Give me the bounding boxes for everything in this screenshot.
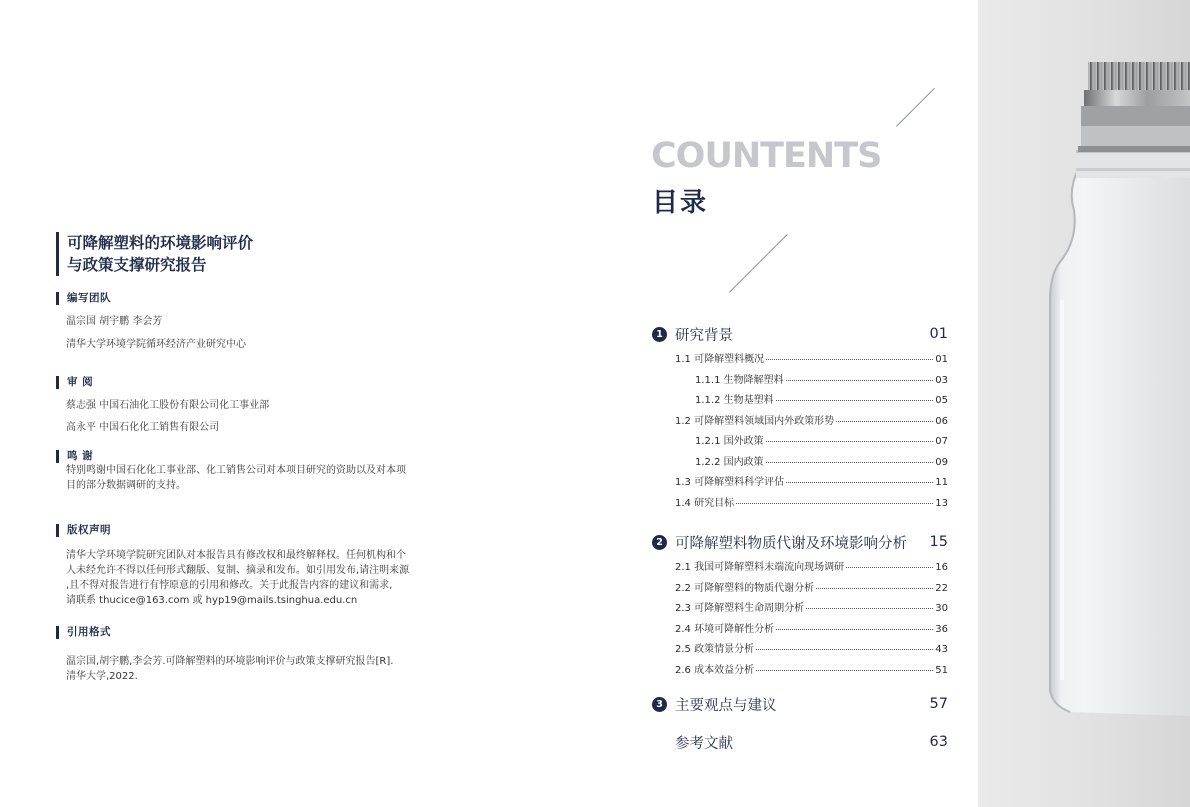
toc-chapter-3 xyxy=(652,691,948,717)
chapter-title: 参考文献 xyxy=(675,735,733,752)
section-heading: 审 阅 xyxy=(56,376,448,389)
toc-item[interactable] xyxy=(652,620,948,641)
copyright-line-1: 清华大学环境学院研究团队对本报告具有修改权和最终解释权。任何机构和个 xyxy=(66,550,406,561)
section-heading: 鸣 谢 xyxy=(56,450,448,463)
copyright-line-4: 请联系 thucice@163.com 或 hyp19@mails.tsinghua.edu.cn xyxy=(66,595,358,606)
citation-line-1: 温宗国,胡宇鹏,李会芳.可降解塑料的环境影响评价与政策支撑研究报告[R]. xyxy=(66,656,394,667)
chapter-title: 主要观点与建议 xyxy=(675,697,777,714)
toc-item-label: 2.2 可降解塑料的物质代谢分析 xyxy=(675,582,815,594)
toc-item[interactable] xyxy=(652,412,948,433)
copyright-line-2: 人未经允许不得以任何形式翻版、复制、摘录和发布。如引用发布,请注明来源 xyxy=(66,565,410,576)
leader-dots xyxy=(786,380,934,381)
chapter-page: 57 xyxy=(929,696,948,712)
leader-dots xyxy=(806,608,933,609)
section-citation xyxy=(56,626,448,684)
toc-item-label: 1.1.1 生物降解塑料 xyxy=(695,374,784,386)
toc-item-page: 06 xyxy=(935,415,948,427)
toc-item-page: 03 xyxy=(935,374,948,386)
leader-dots xyxy=(756,670,933,671)
toc-item-label: 2.3 可降解塑料生命周期分析 xyxy=(675,603,805,614)
toc-item[interactable] xyxy=(652,599,948,620)
leader-dots xyxy=(836,421,933,422)
toc-item-page: 43 xyxy=(935,644,948,655)
toc-item-page: 30 xyxy=(935,603,948,614)
leader-dots xyxy=(766,462,934,463)
chapter-page: 15 xyxy=(929,534,948,550)
chapter-title: 研究背景 xyxy=(675,327,733,344)
reviewer-2: 高永平 中国石化化工销售有限公司 xyxy=(66,422,220,433)
ack-line-1: 特别鸣谢中国石化化工事业部、化工销售公司对本项目研究的资助以及对本项 xyxy=(66,465,406,476)
toc-item-page: 09 xyxy=(935,456,948,468)
toc-references xyxy=(652,729,948,755)
toc-item[interactable] xyxy=(652,432,948,453)
toc-item-label: 1.3 可降解塑料科学评估 xyxy=(675,477,785,488)
leader-dots xyxy=(776,400,934,401)
toc-item-page: 36 xyxy=(935,623,948,635)
toc-chapter-2 xyxy=(652,529,948,681)
toc-item[interactable] xyxy=(652,350,948,371)
toc-item-page: 07 xyxy=(935,436,948,447)
toc-item[interactable] xyxy=(652,453,948,474)
toc-item-page: 11 xyxy=(935,477,948,488)
toc-chapter-row[interactable] xyxy=(652,321,948,347)
leader-dots xyxy=(766,441,934,442)
leader-dots xyxy=(776,629,933,630)
citation-line-2: 清华大学,2022. xyxy=(66,671,138,682)
toc-item-page: 05 xyxy=(935,395,948,406)
section-heading: 引用格式 xyxy=(56,626,448,639)
leader-dots xyxy=(766,359,933,360)
leader-dots xyxy=(786,482,933,483)
toc-chapter-row[interactable] xyxy=(652,729,948,755)
authors-affiliation: 清华大学环境学院循环经济产业研究中心 xyxy=(66,339,246,350)
toc-item-label: 2.6 成本效益分析 xyxy=(675,664,755,676)
ack-line-2: 目的部分数据调研的支持。 xyxy=(66,480,186,491)
section-acknowledgement xyxy=(56,450,448,493)
toc-item[interactable] xyxy=(652,558,948,579)
chapter-number-badge: 1 xyxy=(652,327,667,342)
toc-item-label: 2.5 政策情景分析 xyxy=(675,644,755,655)
chapter-title: 可降解塑料物质代谢及环境影响分析 xyxy=(675,535,907,552)
section-copyright xyxy=(56,524,448,608)
decorative-line-middle xyxy=(729,234,788,293)
toc-item[interactable] xyxy=(652,473,948,494)
toc-item-page: 22 xyxy=(935,582,948,594)
toc-item-page: 16 xyxy=(935,562,948,573)
section-authors xyxy=(56,292,448,352)
leader-dots xyxy=(846,567,933,568)
leader-dots xyxy=(736,503,933,504)
bottle-photo xyxy=(978,0,1190,807)
toc-item-label: 1.2.2 国内政策 xyxy=(695,456,764,468)
copyright-line-3: ,且不得对报告进行有悖原意的引用和修改。关于此报告内容的建议和需求, xyxy=(66,580,393,591)
chapter-page: 63 xyxy=(929,734,948,750)
chapter-number-badge: 2 xyxy=(652,535,667,550)
contents-heading-zh: 目录 xyxy=(652,188,709,218)
toc-item[interactable] xyxy=(652,640,948,661)
decorative-line-top xyxy=(896,88,935,127)
toc-item-label: 2.4 环境可降解性分析 xyxy=(675,623,775,635)
toc-item-page: 13 xyxy=(935,497,948,509)
section-review xyxy=(56,376,448,435)
leader-dots xyxy=(816,588,933,589)
toc-item-label: 1.4 研究目标 xyxy=(675,497,735,509)
toc-item-page: 51 xyxy=(935,664,948,676)
report-title xyxy=(56,232,253,276)
section-heading: 版权声明 xyxy=(56,524,448,537)
leader-dots xyxy=(756,649,933,650)
chapter-page: 01 xyxy=(929,326,948,342)
toc-item-label: 1.1.2 生物基塑料 xyxy=(695,395,774,406)
toc-item[interactable] xyxy=(652,391,948,412)
toc-chapter-row[interactable] xyxy=(652,691,948,717)
toc-item-label: 1.1 可降解塑料概况 xyxy=(675,354,765,365)
toc-item[interactable] xyxy=(652,661,948,682)
chapter-number-badge: 3 xyxy=(652,697,667,712)
toc-item-label: 1.2.1 国外政策 xyxy=(695,436,764,447)
report-title-line-2: 与政策支撑研究报告 xyxy=(67,255,207,274)
report-title-line-1: 可降解塑料的环境影响评价 xyxy=(67,233,254,252)
authors-names: 温宗国 胡宇鹏 李会芳 xyxy=(66,316,163,327)
toc-item-page: 01 xyxy=(935,354,948,365)
toc-chapter-row[interactable] xyxy=(652,529,948,555)
section-heading: 编写团队 xyxy=(56,292,448,305)
toc-item-label: 1.2 可降解塑料领域国内外政策形势 xyxy=(675,415,835,427)
bottle-illustration xyxy=(978,0,1190,807)
reviewer-1: 蔡志强 中国石油化工股份有限公司化工事业部 xyxy=(66,400,270,411)
toc-item[interactable] xyxy=(652,494,948,515)
toc-item-label: 2.1 我国可降解塑料末端流向现场调研 xyxy=(675,562,845,573)
toc-item[interactable] xyxy=(652,371,948,392)
toc-item[interactable] xyxy=(652,579,948,600)
contents-heading-en: COUNTENTS xyxy=(651,136,882,176)
toc-chapter-1 xyxy=(652,321,948,514)
